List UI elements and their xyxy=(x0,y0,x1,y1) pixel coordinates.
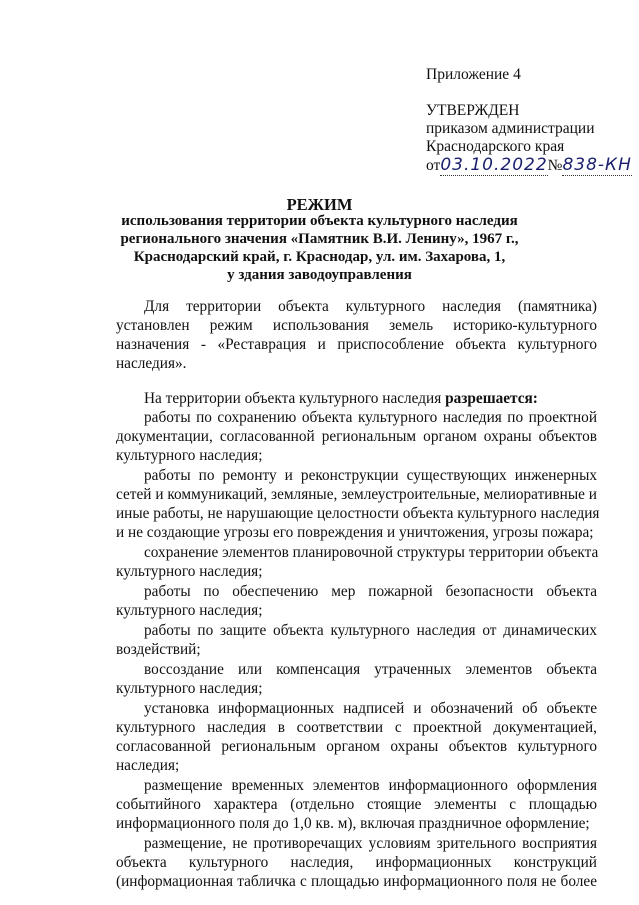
title-line-4: у здания заводоуправления xyxy=(227,267,412,283)
title-line-3: Краснодарский край, г. Краснодар, ул. им. Захарова, 1, xyxy=(133,249,506,265)
list-item-line: культурного наследия в соответствии с проектной документацией, xyxy=(116,719,597,736)
list-item-line: согласованной региональным органом охраны объектов культурного xyxy=(116,738,597,755)
list-item-line: воздействий; xyxy=(116,641,201,658)
number-prefix: № xyxy=(547,157,563,174)
list-item-line: работы по сохранению объекта культурного наследия по проектной xyxy=(144,409,597,426)
list-item-line: культурного наследия; xyxy=(116,680,263,697)
paragraph-line: наследия». xyxy=(116,355,187,372)
allowed-intro: На территории объекта культурного наследия разрешается: xyxy=(144,390,538,407)
order-line: приказом администрации xyxy=(426,120,595,137)
list-item-line: культурного наследия; xyxy=(116,602,263,619)
date-number-line xyxy=(426,156,632,175)
list-item-line: культурного наследия; xyxy=(116,563,263,580)
date-prefix: от xyxy=(426,157,441,174)
list-item-line: объекта культурного наследия, информационных конструкций xyxy=(116,854,597,871)
list-item-line: сетей и коммуникаций, земляные, землеустроительные, мелиоративные и xyxy=(116,486,597,503)
title-line-1: использования территории объекта культурного наследия xyxy=(121,213,518,229)
region-line: Краснодарского края xyxy=(426,138,565,155)
appendix-label: Приложение 4 xyxy=(426,66,521,83)
list-item-line: размещение, не противоречащих условиям зрительного восприятия xyxy=(144,835,597,852)
title-line-2: регионального значения «Памятник В.И. Ленину», 1967 г., xyxy=(120,231,519,247)
list-item-line: событийного характера (отдельно стоящие элементы с площадью xyxy=(116,796,597,813)
list-item-line: воссоздание или компенсация утраченных элементов объекта xyxy=(144,661,597,678)
handwritten-date: 03.10.2022 xyxy=(440,155,548,175)
list-item-line: документации, согласованной региональным органом охраны объектов xyxy=(116,428,597,445)
list-item-line: установка информационных надписей и обозначений об объекте xyxy=(144,700,597,717)
list-item-line: сохранение элементов планировочной структуры территории объекта xyxy=(144,544,599,561)
list-item-line: информационного поля до 1,0 кв. м), включая праздничное оформление; xyxy=(116,815,590,832)
allowed-bold: разрешается: xyxy=(445,390,538,407)
paragraph-line: Для территории объекта культурного наследия (памятника) xyxy=(144,298,597,315)
list-item-line: размещение временных элементов информационного оформления xyxy=(144,777,597,794)
paragraph-line: назначения - «Реставрация и приспособление объекта культурного xyxy=(116,336,597,353)
approved-label: УТВЕРЖДЕН xyxy=(426,102,520,119)
list-item-line: и не создающие угрозы его повреждения и уничтожения, угрозы пожара; xyxy=(116,524,594,541)
list-item-line: наследия; xyxy=(116,757,180,774)
document-title: РЕЖИМ xyxy=(286,195,353,214)
list-item-line: культурного наследия; xyxy=(116,447,263,464)
list-item-line: (информационная табличка с площадью информационного поля не более xyxy=(116,873,597,890)
list-item-line: работы по обеспечению мер пожарной безопасности объекта xyxy=(144,583,597,600)
handwritten-number: 838-КН xyxy=(562,155,632,175)
list-item-line: работы по защите объекта культурного наследия от динамических xyxy=(144,622,597,639)
list-item-line: иные работы, не нарушающие целостности объекта культурного наследия xyxy=(116,505,600,522)
list-item-line: работы по ремонту и реконструкции существующих инженерных xyxy=(144,467,597,484)
paragraph-line: установлен режим использования земель историко-культурного xyxy=(116,317,597,334)
